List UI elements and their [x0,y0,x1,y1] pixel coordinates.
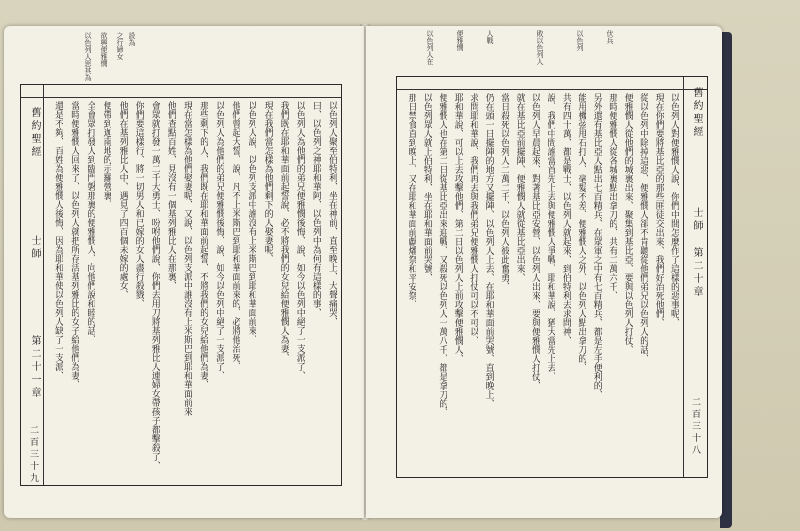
text-column: 共有四十萬、都是戰士、以色列人就起來、到伯特利去求問神、 [560,93,571,345]
text-column: 他們在基列雅比人中、遇見了四百個未嫁的處女、 [117,101,128,299]
left-title-rule [43,85,44,485]
text-column: 當日殺死以色列人二萬二千、以色列人彼此奮勇、 [499,93,510,291]
left-header-rule [21,97,341,98]
text-column: 他們曾起大誓、說、凡不上米斯巴到耶和華面前來的、必將他治死、 [230,101,241,371]
text-column: 耶和華說、可以上去攻擊他們、第二日以色列人上前攻擊便雅憫人、 [452,93,463,363]
text-column: 現在我們當怎樣為他們剩下的人娶妻呢、 [262,101,273,263]
text-column: 就在基比亞前擺陣、便雅憫人就從基比亞出來、 [514,93,525,282]
text-column: 求問耶和華說、我們再去與我們弟兄便雅憫人打仗可以不可以、 [468,93,479,345]
text-column: 曰、以色列之神耶和華阿、以色列中為何有這樣的事、 [310,101,321,317]
text-column: 那些剩下的人、我們既在耶和華面前起誓、不將我們的女兒給他們為妻、 [198,101,209,389]
right-headnote-3: 人戰 [486,30,494,44]
right-headnote-1: 以色列人在 [426,30,434,65]
left-text-frame [20,84,342,486]
text-column: 你們要這樣行、將一切男人和已嫁的女人盡行殺戮、 [133,101,144,308]
right-headnote-6: 伏兵 [606,30,614,44]
text-column: 以色列人為他們的弟兄便雅憫後悔、說、如今以色列中絕了一支派了、 [294,101,305,380]
text-column: 以色列人早晨起來、對著基比亞安營、以色列人出來、要與便雅憫人打仗、 [530,93,540,390]
text-column: 以色列人為他們的弟兄便雅憫後悔、說、如今以色列中絕了一支派了、 [214,101,225,380]
text-column: 仍在頭一日擺陣的地方又擺陣、以色列人上去、在耶和華面前哭號、直到晚上、 [483,93,494,408]
text-column: 我們既在耶和華面前起誓說、必不將我們的女兒給便雅憫人為妻、 [278,101,289,362]
right-page [366,26,722,518]
left-columns [47,101,337,481]
text-column: 那日禁食直到晚上、又在耶和華面前獻燔祭和平安祭、 [406,93,417,309]
right-text-frame [396,76,708,478]
left-chapter-label: 士師 [29,235,40,261]
right-columns [401,93,679,473]
text-column: 能用機弦甩石打人、毫髮不差、便雅憫人之外、以色列人點出拿刀的、 [576,93,587,372]
left-headnote-1: 以色列人思其為 [84,32,92,81]
right-headnote-2: 便雅憫 [456,30,464,51]
text-column: 他們查點百姓、見沒有一個基列雅比人在那裏、 [165,101,176,290]
left-chapter-number: 第二十一章 [29,335,40,400]
text-column: 說、我們中間誰當首先上去與便雅憫人爭戰、耶和華說、猶大當先上去、 [545,93,556,381]
right-page-number: 二百三十八 [690,397,700,457]
left-headnote-2: 欲興便雅憫 [100,32,108,67]
text-column: 全會眾打發人到臨門磐那裏的便雅憫人、向他們說和睦的話、 [85,101,96,344]
text-column: 現在當怎樣為他們娶妻呢、又說、以色列支派中誰沒有上米斯巴到耶和華面前來 [182,101,192,416]
left-page [4,26,364,518]
right-chapter-number: 第二十章 [691,247,702,299]
open-book [4,14,724,526]
left-book-title: 舊約聖經 [29,107,40,159]
right-headnote-4: 敗以色列人 [536,30,544,65]
text-column: 便雅憫人從他們的城裏出來、聚集到基比亞、要與以色列人打仗、 [622,93,633,354]
text-column: 以色列眾人就上伯特利、坐在耶和華面前哭號、 [421,93,432,282]
text-column: 從以色列中除掉這惡、便雅憫人卻不肯聽從他們弟兄以色列人的話、 [638,93,649,363]
text-column: 以色列人說、以色列支派中誰沒有上米斯巴到耶和華面前來、 [246,101,257,344]
right-header-rule [397,89,707,90]
text-column: 會眾就打發一萬二千大勇士、吩咐他們說、你們去用刀將基列雅比人連婦女帶孩子都擊殺了、 [149,101,160,470]
left-page-number: 二百三十九 [28,425,38,485]
text-column: 以色列人對便雅憫人說、你們中間怎麼作了這樣的惡事呢、 [669,93,679,327]
text-column: 現在你們要將基比亞的那些匪徒交出來、我們好治死他們、 [653,93,664,327]
text-column: 另外還有基比亞人點出七百精兵、在眾軍之中有七百精兵、都是左手便利的、 [591,93,602,399]
left-headnote-3: 之行婦女 [116,32,124,60]
right-headnote-5: 以色列 [576,30,584,51]
text-column: 便雅憫人也在第二日從基比亞出來迎戰、又殺死以色列人一萬八千、都是拿刀的、 [437,93,448,417]
text-column: 還是不夠、百姓為便雅憫人後悔、因為耶和華使以色列人缺了一支派、 [53,101,64,380]
text-column: 以色列人聚至伯特利、坐在神前、直至晚上、大聲痛哭、 [327,101,337,326]
text-column: 當時便雅憫人回來了、以色列人就把所存活基列雅比的女子給他們為妻、 [69,101,80,389]
text-column: 那時便雅憫人從各城裏點出拿刀的、共有二萬六千、 [607,93,618,300]
right-title-rule [683,77,684,477]
right-book-title: 舊約聖經 [691,87,702,139]
text-column: 便帶到迦南地的示羅營裏、 [101,101,112,209]
right-chapter-label: 士師 [691,207,702,233]
left-headnote-4: 設為 [128,32,136,46]
